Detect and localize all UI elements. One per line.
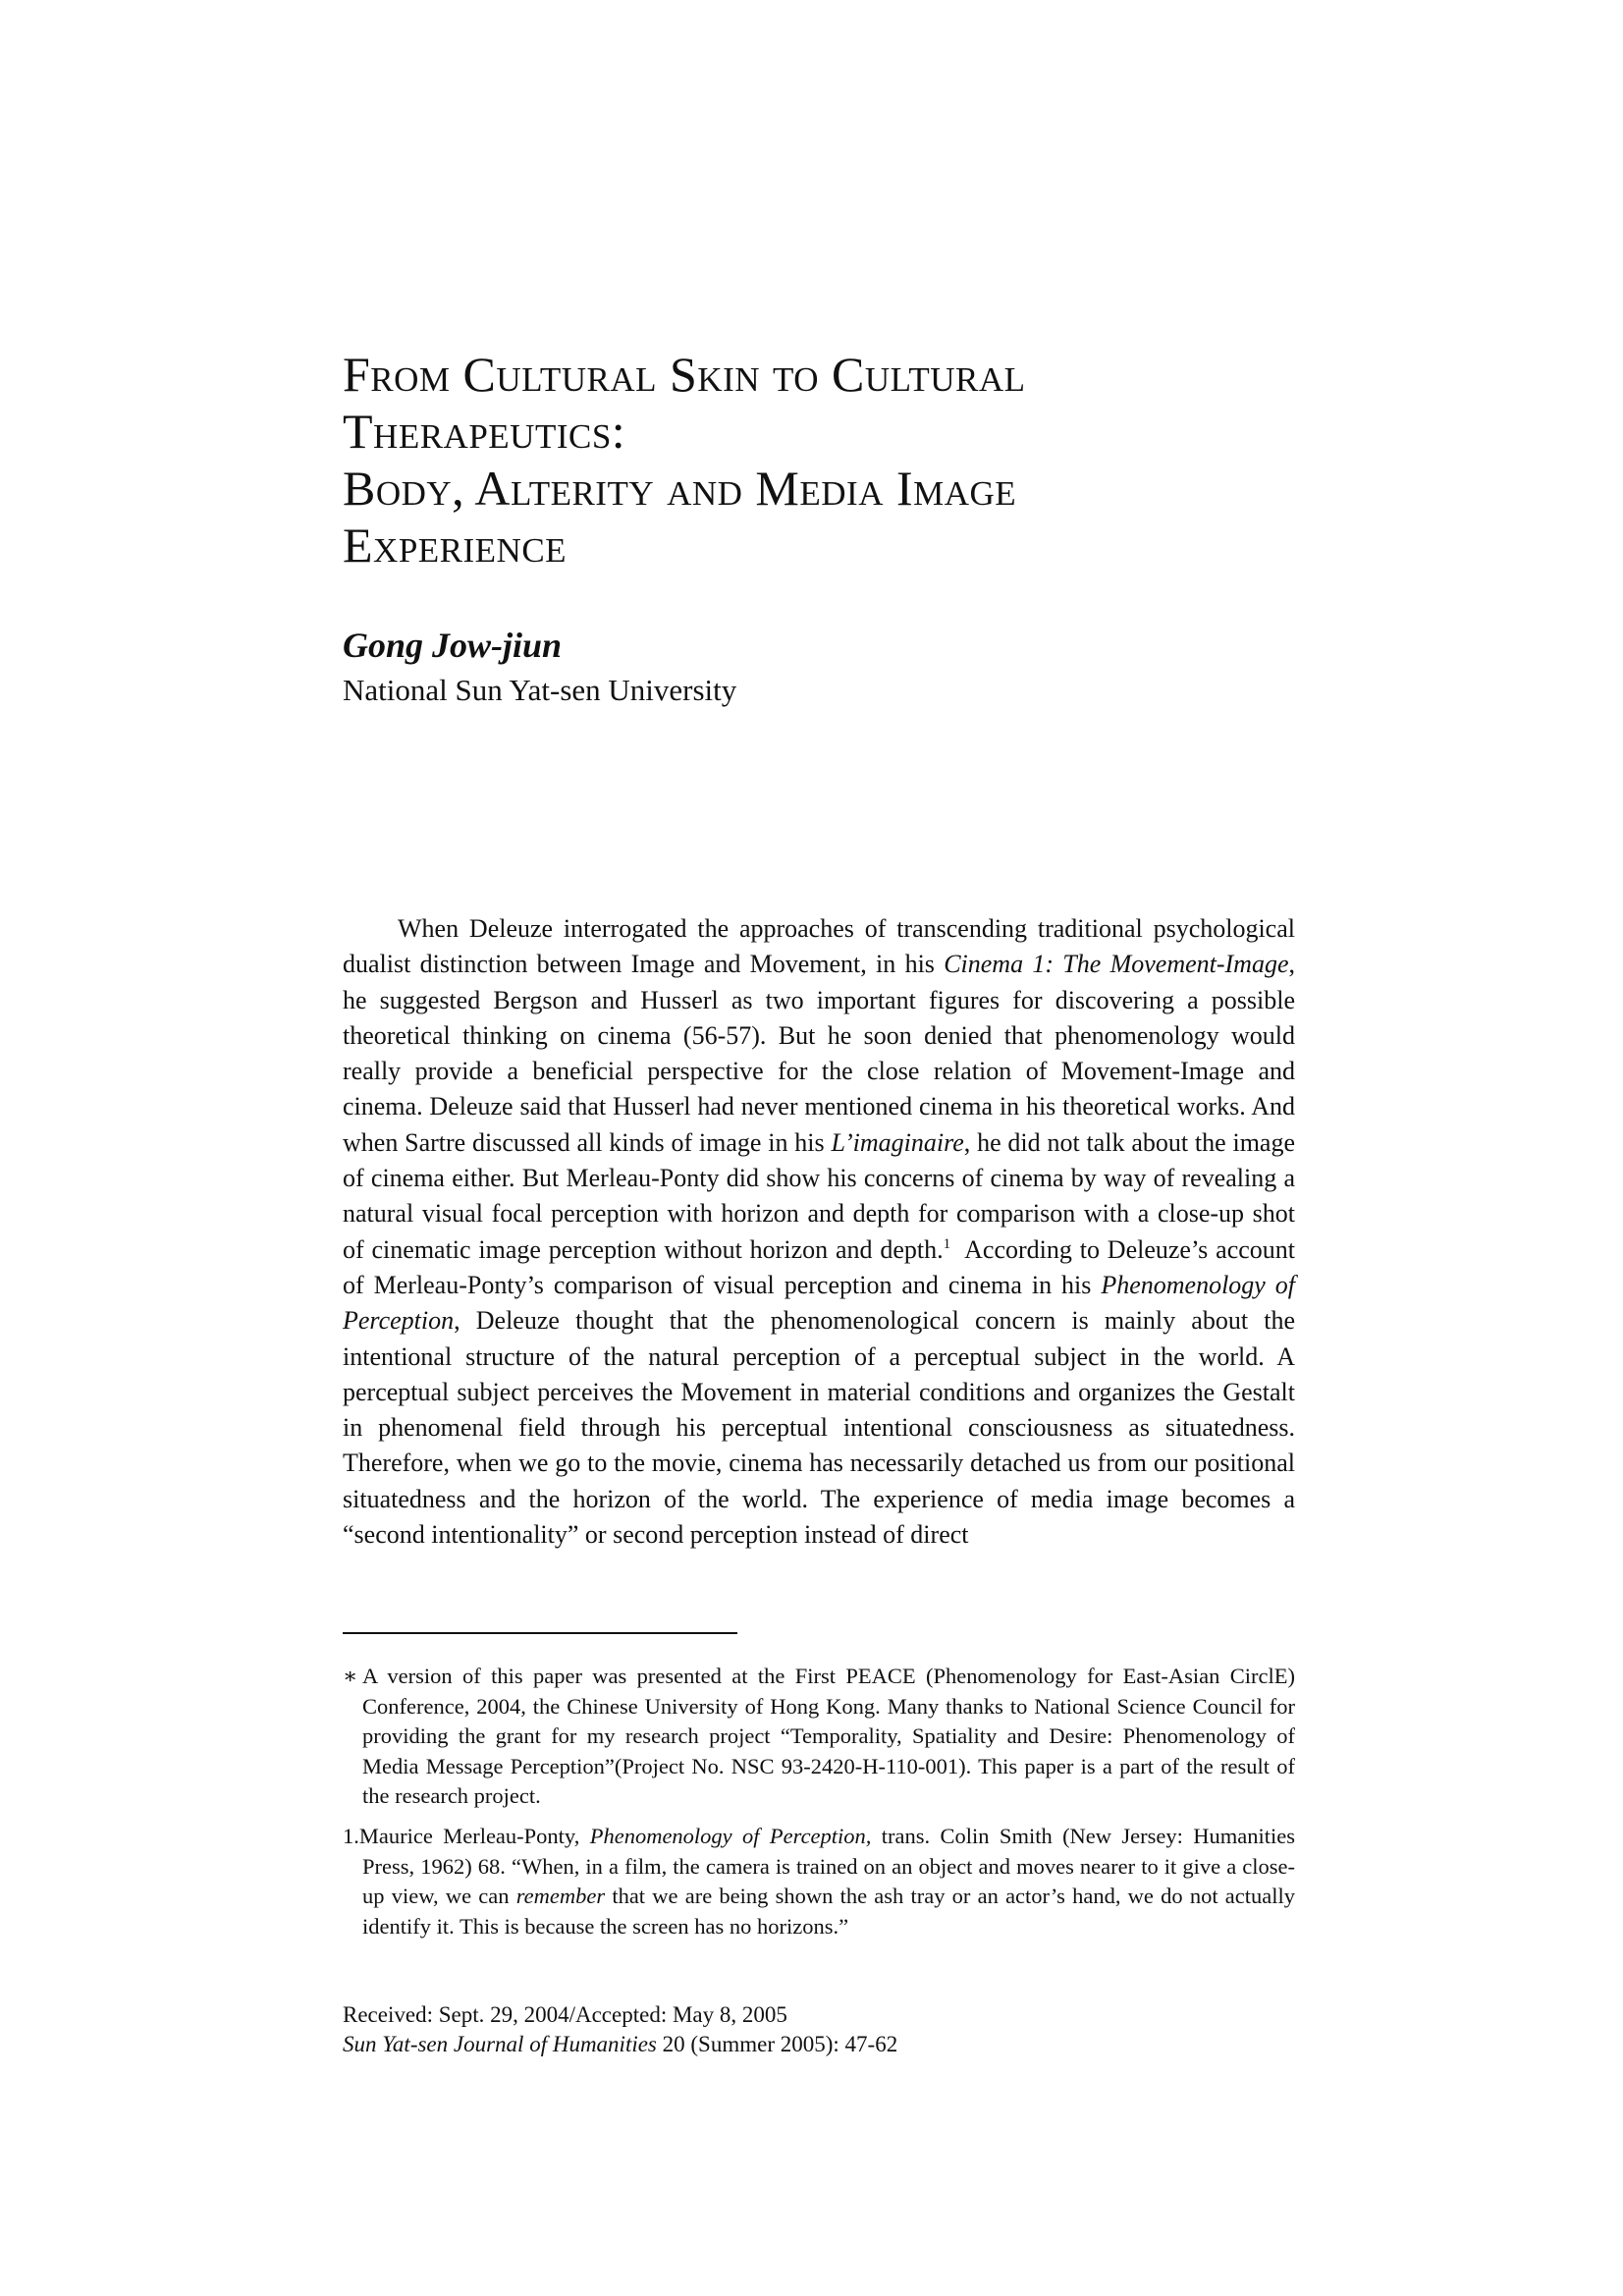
footnote-1-text: trans. Colin Smith (New Jersey: Humanities Press, 1962) 68. “When, in a film, the camera is trained on an object and moves nearer to it give a close-up view, we can bbox=[362, 1824, 1296, 1908]
footnote-1 bbox=[343, 1822, 1295, 1941]
footnote-1-text: Maurice Merleau-Ponty, bbox=[358, 1824, 590, 1848]
footnote-star bbox=[343, 1662, 1295, 1812]
journal-citation bbox=[343, 2030, 897, 2059]
author-name: Gong Jow-jiun bbox=[343, 626, 563, 665]
book-title-phenomenology: Phenomenology of Perception bbox=[343, 1270, 1295, 1336]
footnote-star-mark: ∗ bbox=[343, 1664, 358, 1688]
footnote-reference: 1 bbox=[943, 1236, 951, 1253]
footnote-divider bbox=[343, 1632, 737, 1634]
footnote-star-text: A version of this paper was presented at the First PEACE (Phenomenology for East-Asian CirclE) Conference, 2004, the Chinese University of Hong Kong. Many thanks to National Science Council for providing the grant for my research project “Temporality, Spatiality and Desire: Phenomenology of Media Message Perception”(Project No. NSC 93-2420-H-110-001). This paper is a part of the result of the research project. bbox=[362, 1664, 1295, 1808]
body-text-segment: According to Deleuze’s account of Merleau-Ponty’s comparison of visual perception and cinema in his bbox=[343, 1234, 1295, 1299]
journal-issue: 20 (Summer 2005): 47-62 bbox=[656, 2032, 898, 2056]
book-title-imaginaire: L’imaginaire bbox=[831, 1127, 964, 1157]
body-text-segment: , he suggested Bergson and Husserl as two important figures for discovering a possible theoretical thinking on cinema (56-57). But he soon denied that phenomenology would really provide a beneficial perspective for the close relation of Movement-Image and cinema. Deleuze said that Husserl had never mentioned cinema in his theoretical works. And when Sartre discussed all kinds of image in his bbox=[343, 950, 1295, 1157]
footnote-1-book-title: Phenomenology of Perception, bbox=[589, 1824, 872, 1848]
title-line-2: Therapeutics: bbox=[343, 404, 626, 459]
body-text-segment: When Deleuze interrogated the approaches of transcending traditional psychological dualist distinction between Image and Movement, in his bbox=[343, 914, 1295, 979]
received-accepted-dates: Received: Sept. 29, 2004/Accepted: May 8, 2005 bbox=[343, 2002, 787, 2027]
body-paragraph bbox=[343, 911, 1295, 1553]
footnote-1-mark: 1. bbox=[343, 1824, 359, 1848]
footnote-1-text: that we are being shown the ash tray or an actor’s hand, we do not actually identify it. This is because the screen has no horizons.” bbox=[362, 1884, 1296, 1939]
journal-name: Sun Yat-sen Journal of Humanities bbox=[343, 2032, 657, 2056]
title-line-3: Body, Alterity and Media Image bbox=[343, 461, 1017, 516]
body-text-segment: , Deleuze thought that the phenomenological concern is mainly about the intentional structure of the natural perception of a perceptual subject in the world. A perceptual subject perceives the Movement in material conditions and organizes the Gestalt in phenomenal field through his perceptual intentional consciousness as situatedness. Therefore, when we go to the movie, cinema has necessarily detached us from our positional situatedness and the horizon of the world. The experience of media image becomes a “second intentionality” or second perception instead of direct bbox=[343, 1306, 1295, 1550]
book-title-cinema: Cinema 1: The Movement-Image bbox=[944, 950, 1289, 979]
paper-title bbox=[343, 346, 1325, 574]
body-text-segment: , he did not talk about the image of cinema either. But Merleau-Ponty did show his concerns of cinema by way of revealing a natural visual focal perception with horizon and depth for comparison with a close-up shot of cinematic image perception without horizon and depth. bbox=[343, 1127, 1295, 1264]
author-affiliation: National Sun Yat-sen University bbox=[343, 673, 737, 707]
title-line-1: From Cultural Skin to Cultural bbox=[343, 347, 1026, 402]
footnote-1-emphasis: remember bbox=[515, 1884, 606, 1908]
title-line-4: Experience bbox=[343, 518, 568, 573]
